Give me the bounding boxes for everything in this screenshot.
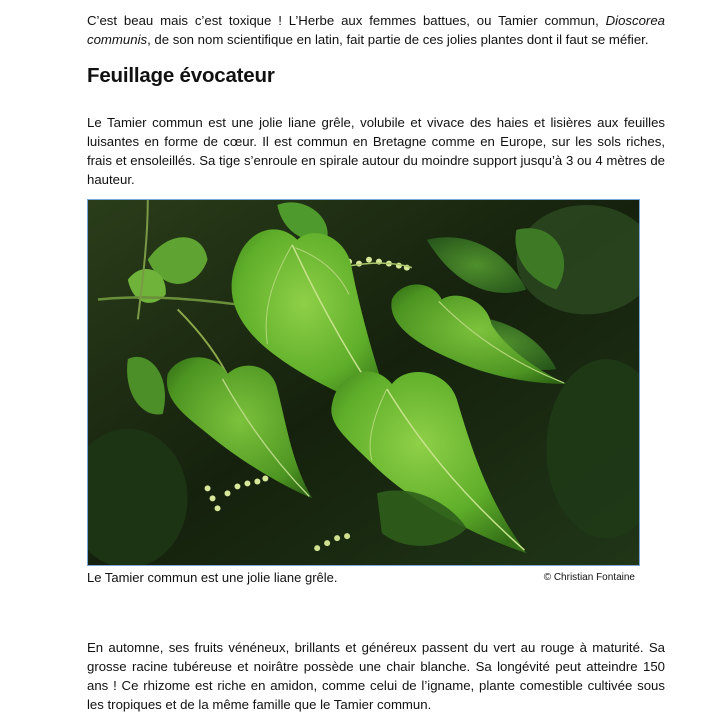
plant-photo-illustration [88, 200, 639, 565]
scientific-name: Dioscorea communis [87, 13, 665, 47]
intro-paragraph [87, 11, 665, 49]
intro-text-start: C’est beau mais c’est toxique ! L’Herbe aux femmes battues, ou Tamier commun, [87, 13, 606, 28]
body-paragraph-2: En automne, ses fruits vénéneux, brillants et généreux passent du vert au rouge à maturité. Sa grosse racine tubéreuse et noirâtre possède une chair blanche. Sa longévité peut atteindre 150 ans ! Ce rhizome est riche en amidon, comme celui de l’igname, plante comestible cultivée sous les tropiques et de la même famille que le Tamier commun. [87, 640, 665, 712]
photo-credit: © Christian Fontaine [543, 572, 635, 583]
plant-photo [87, 199, 640, 566]
intro-text-end: , de son nom scientifique en latin, fait partie de ces jolies plantes dont il faut se méfier. [147, 32, 649, 47]
section-heading: Feuillage évocateur [87, 64, 275, 87]
body-paragraph-1: Le Tamier commun est une jolie liane grêle, volubile et vivace des haies et lisières aux feuilles luisantes en forme de cœur. Il est commun en Bretagne comme en Europe, sur les sols riches, frais et ensoleillés. Sa tige s’enroule en spirale autour du moindre support jusqu’à 3 ou 4 mètres de hauteur. [87, 115, 665, 187]
photo-caption: Le Tamier commun est une jolie liane grêle. [87, 570, 338, 585]
